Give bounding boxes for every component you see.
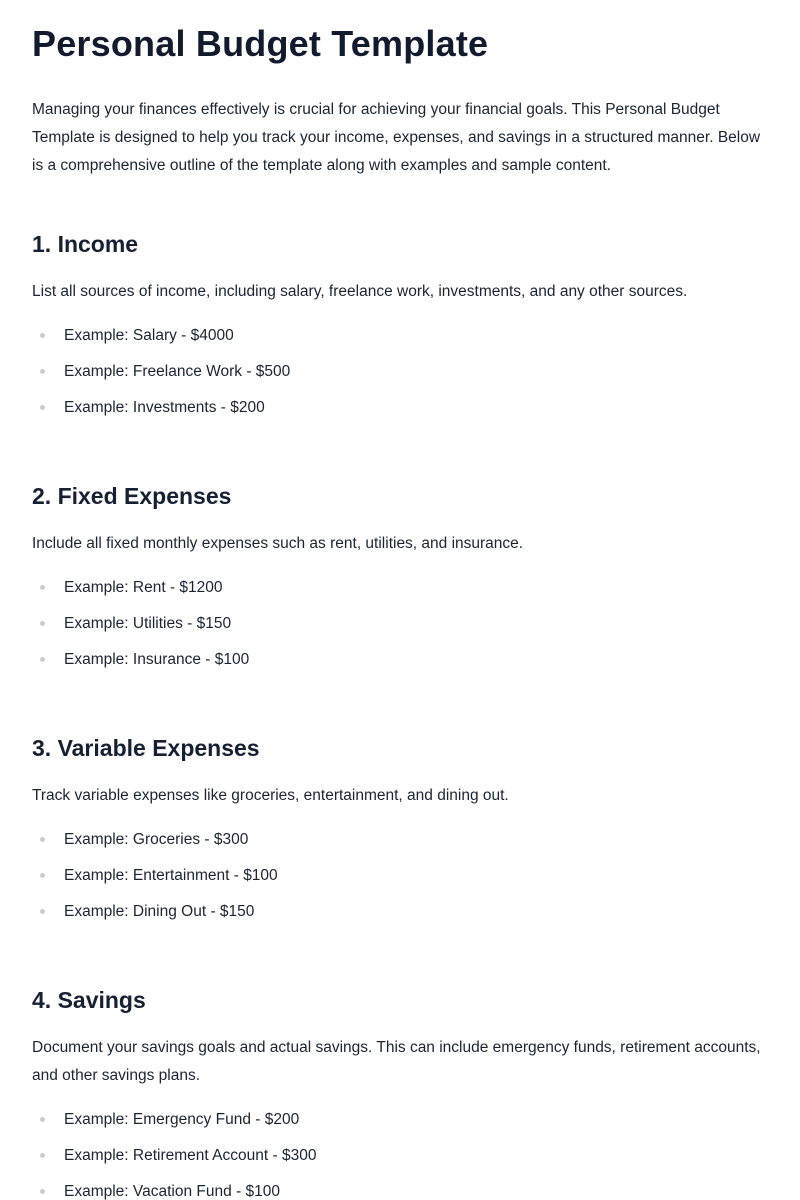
bullet-icon: [40, 369, 45, 374]
list-item: [32, 822, 772, 858]
section-description: List all sources of income, including salary, freelance work, investments, and any other sources.: [32, 283, 688, 300]
list-item-text: Example: Investments - $200: [64, 399, 265, 416]
intro-paragraph: Managing your finances effectively is crucial for achieving your financial goals. This Personal Budget Template is designed to help you track your income, expenses, and savings in a structured manner. Below is a comprehensive outline of the template along with examples and sample content.: [32, 101, 761, 174]
bullet-icon: [40, 1189, 45, 1194]
list-item-text: Example: Retirement Account - $300: [64, 1147, 317, 1164]
list-item: [32, 354, 772, 390]
list-item: [32, 606, 772, 642]
list-item: [32, 1138, 772, 1174]
bullet-icon: [40, 837, 45, 842]
list-item-text: Example: Vacation Fund - $100: [64, 1183, 280, 1200]
section-savings: [32, 984, 772, 1200]
bullet-icon: [40, 1117, 45, 1122]
section-description: Track variable expenses like groceries, entertainment, and dining out.: [32, 787, 509, 804]
example-list: [32, 822, 772, 930]
bullet-icon: [40, 333, 45, 338]
list-item: [32, 642, 772, 678]
bullet-icon: [40, 621, 45, 626]
bullet-icon: [40, 1153, 45, 1158]
section-description: Document your savings goals and actual savings. This can include emergency funds, retirement accounts, and other savings plans.: [32, 1039, 761, 1084]
list-item: [32, 858, 772, 894]
list-item-text: Example: Salary - $4000: [64, 327, 234, 344]
bullet-icon: [40, 909, 45, 914]
list-item: [32, 1174, 772, 1200]
list-item: [32, 390, 772, 426]
section-fixed-expenses: [32, 480, 772, 678]
list-item: [32, 894, 772, 930]
section-description: Include all fixed monthly expenses such as rent, utilities, and insurance.: [32, 535, 524, 552]
list-item-text: Example: Rent - $1200: [64, 579, 223, 596]
bullet-icon: [40, 657, 45, 662]
list-item-text: Example: Dining Out - $150: [64, 903, 255, 920]
example-list: [32, 570, 772, 678]
list-item: [32, 1102, 772, 1138]
bullet-icon: [40, 405, 45, 410]
list-item-text: Example: Insurance - $100: [64, 651, 250, 668]
section-heading: 4. Savings: [32, 987, 146, 1013]
list-item-text: Example: Groceries - $300: [64, 831, 249, 848]
list-item-text: Example: Utilities - $150: [64, 615, 232, 632]
example-list: [32, 1102, 772, 1200]
section-variable-expenses: [32, 732, 772, 930]
page-title: Personal Budget Template: [32, 23, 489, 64]
section-heading: 3. Variable Expenses: [32, 735, 260, 761]
list-item-text: Example: Entertainment - $100: [64, 867, 278, 884]
section-income: [32, 228, 772, 426]
example-list: [32, 318, 772, 426]
list-item-text: Example: Emergency Fund - $200: [64, 1111, 300, 1128]
list-item: [32, 318, 772, 354]
list-item: [32, 570, 772, 606]
section-heading: 1. Income: [32, 231, 139, 257]
section-heading: 2. Fixed Expenses: [32, 483, 232, 509]
bullet-icon: [40, 585, 45, 590]
bullet-icon: [40, 873, 45, 878]
list-item-text: Example: Freelance Work - $500: [64, 363, 291, 380]
